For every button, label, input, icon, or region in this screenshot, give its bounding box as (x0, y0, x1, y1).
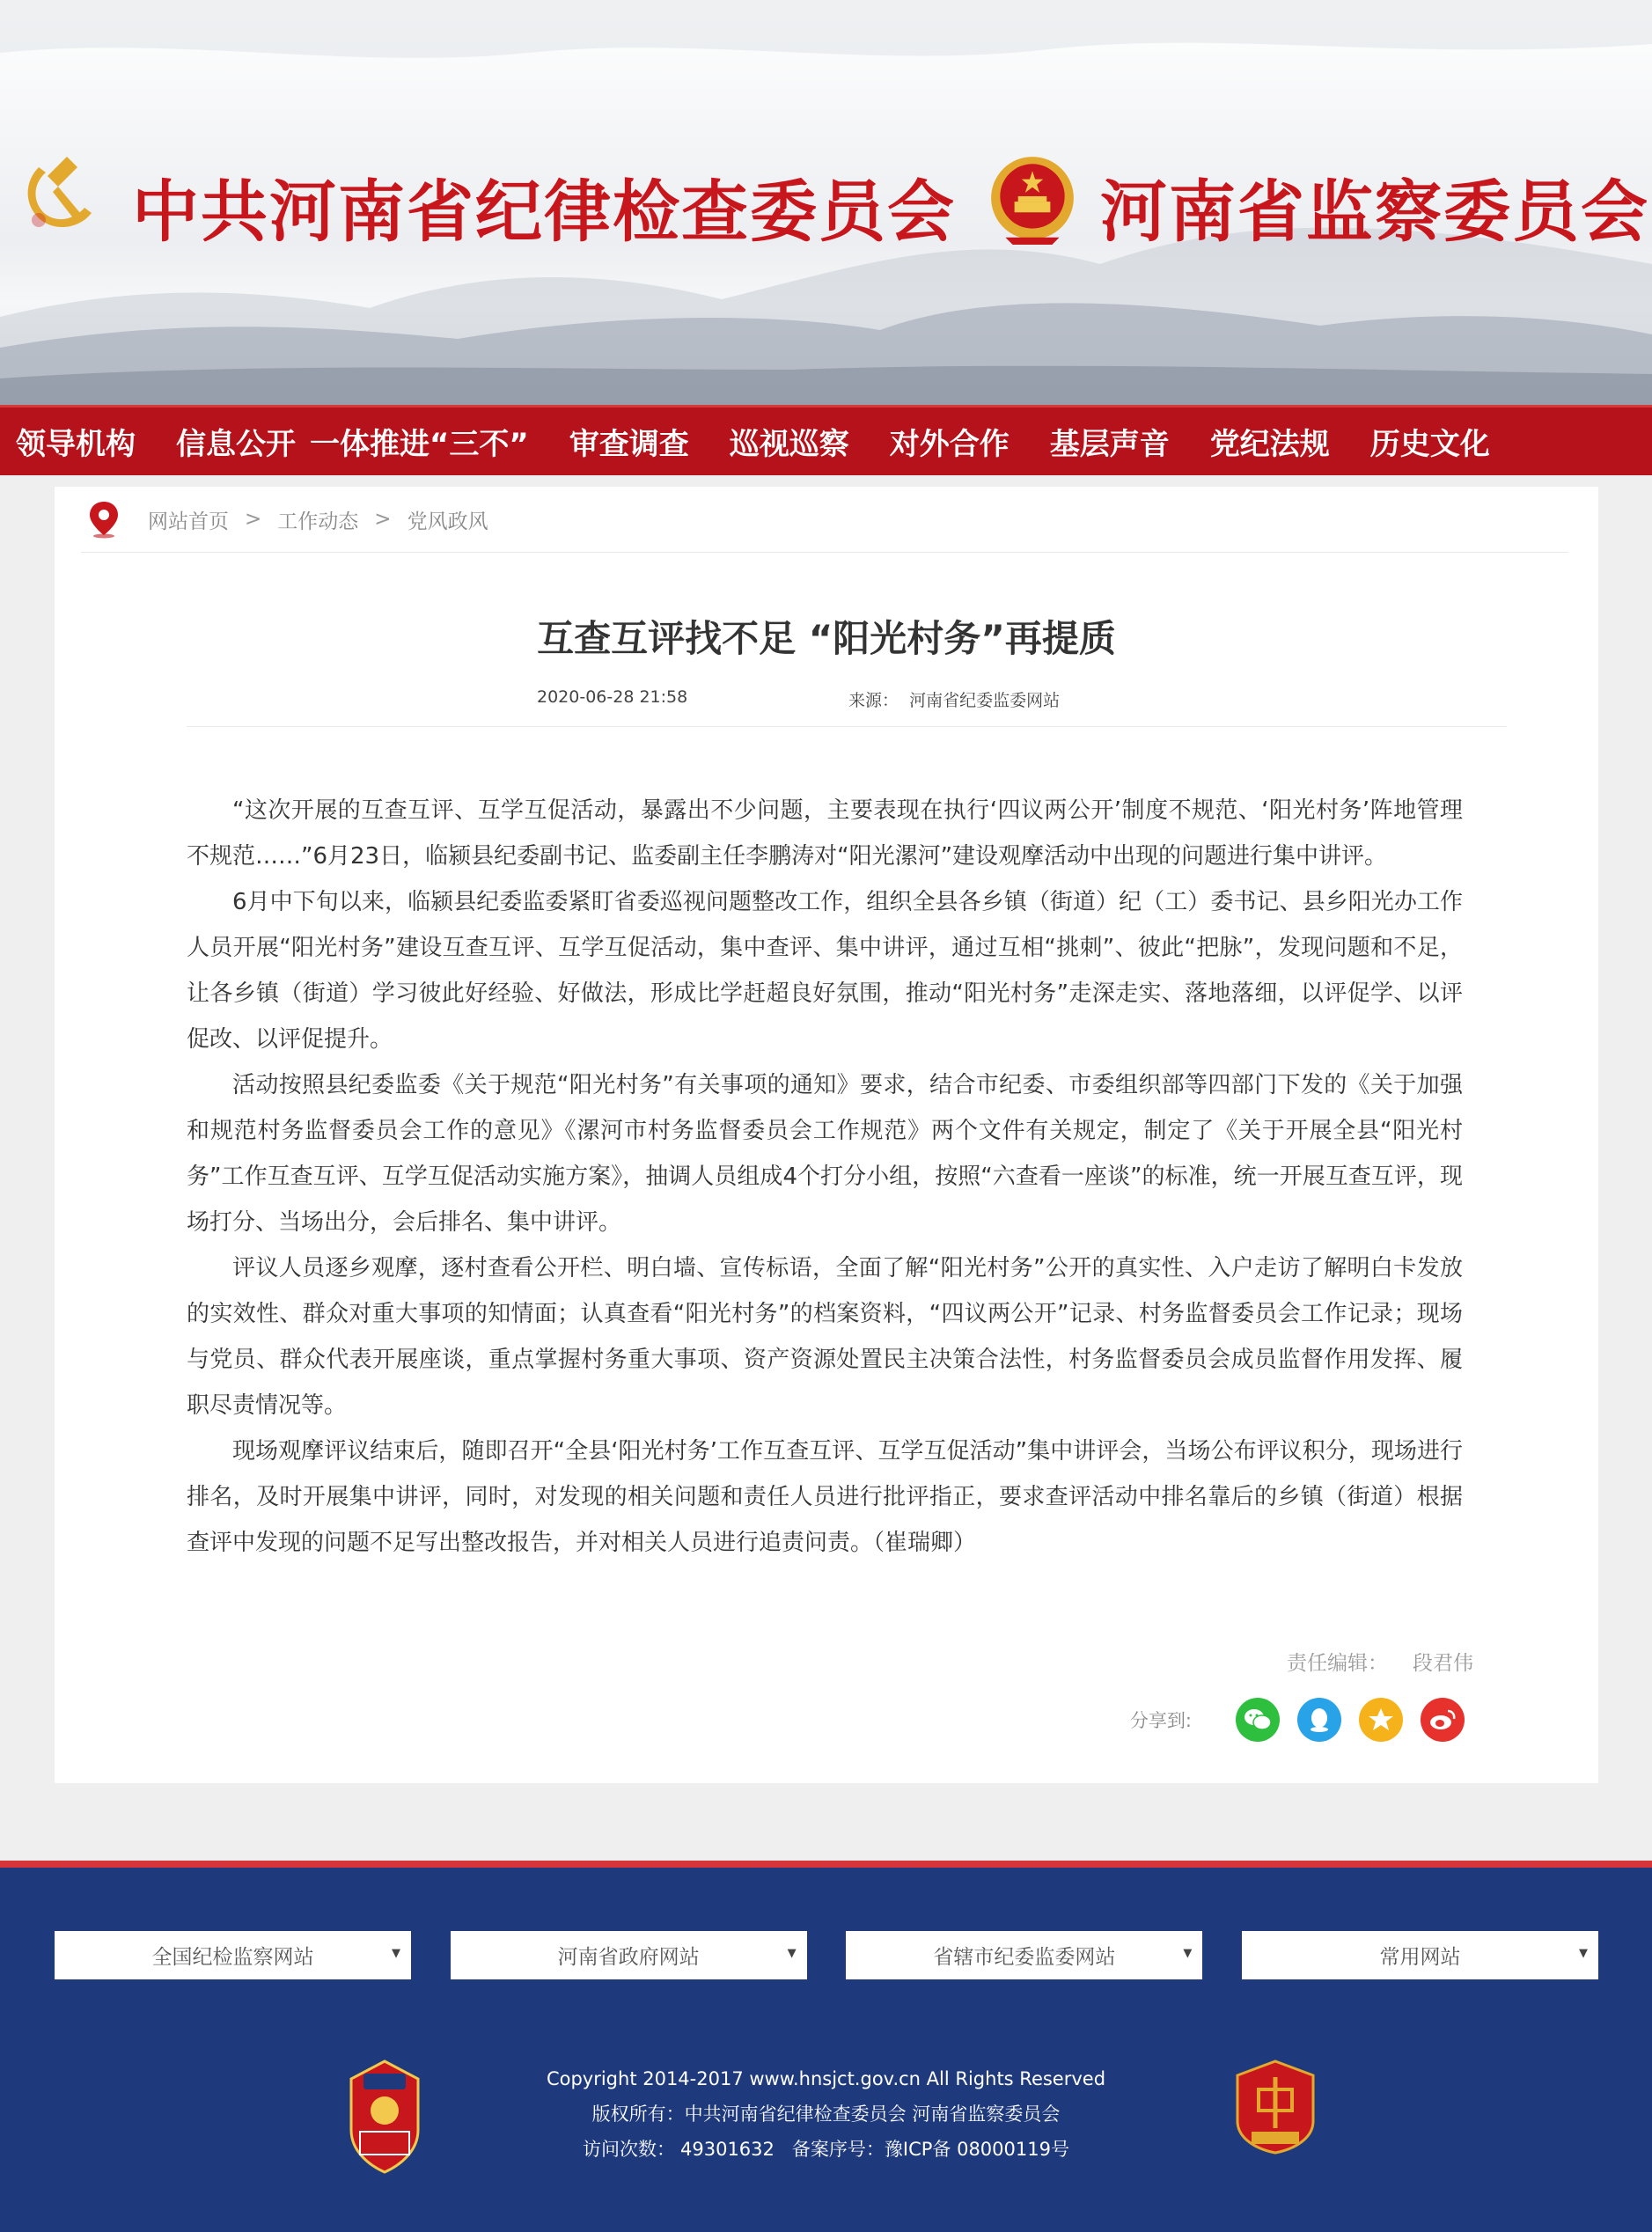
icp-record: 备案序号：豫ICP备 08000119号 (791, 2139, 1069, 2160)
nav-item-info-public[interactable]: 信息公开 (176, 427, 296, 462)
visits-count: 49301632 (680, 2139, 775, 2160)
select-label: 全国纪检监察网站 (151, 1946, 314, 1969)
owner-text: 版权所有：中共河南省纪律检查委员会 河南省监察委员会 (591, 2104, 1061, 2125)
share-label: 分享到: (1129, 1710, 1192, 1731)
source-label: 来源： (848, 691, 899, 710)
editor-name: 段君伟 (1413, 1652, 1473, 1675)
select-label: 河南省政府网站 (557, 1946, 700, 1969)
party-government-organ-icon[interactable] (1232, 2059, 1318, 2155)
breadcrumb-home[interactable]: 网站首页 (148, 510, 229, 533)
breadcrumb-work-news[interactable]: 工作动态 (277, 510, 359, 533)
nav-item-three-no[interactable]: 一体推进“三不” (310, 427, 529, 462)
select-label: 常用网站 (1379, 1946, 1461, 1969)
breadcrumb-party-style[interactable]: 党风政风 (407, 510, 488, 533)
dropdown-arrow-icon: ▼ (1578, 1947, 1588, 1960)
visit-info (0, 2132, 1652, 2167)
qzone-icon[interactable] (1359, 1698, 1403, 1742)
editor-label: 责任编辑： (1287, 1652, 1388, 1675)
article-body (187, 788, 1463, 1566)
dropdown-arrow-icon: ▼ (392, 1947, 400, 1960)
nav-item-grassroots[interactable]: 基层声音 (1049, 427, 1170, 462)
share-bar (1130, 1698, 1465, 1742)
breadcrumb-separator: > (245, 508, 262, 531)
responsible-editor (1287, 1647, 1473, 1676)
link-select-common[interactable] (1242, 1931, 1598, 1979)
footer-divider (0, 1861, 1652, 1868)
select-label: 省辖市纪委监委网站 (933, 1946, 1116, 1969)
dropdown-arrow-icon: ▼ (1183, 1947, 1193, 1960)
nav-item-history[interactable]: 历史文化 (1369, 427, 1490, 462)
nav-item-cooperation[interactable]: 对外合作 (889, 427, 1010, 462)
breadcrumb (81, 487, 1568, 553)
copyright-block (0, 2061, 1652, 2167)
nav-item-leadership[interactable]: 领导机构 (16, 427, 136, 462)
link-select-henan-gov[interactable] (451, 1931, 807, 1979)
article-card (55, 487, 1598, 1783)
paragraph: 活动按照县纪委监委《关于规范“阳光村务”有关事项的通知》要求，结合市纪委、市委组织部等四部门下发的《关于加强和规范村务监督委员会工作的意见》《漯河市村务监督委员会工作规范》两个文件有关规定，制定了《关于开展全县“阳光村务”工作互查互评、互学互促活动实施方案》，抽调人员组成4个打分小组，按照“六查看一座谈”的标准，统一开展互查互评，现场打分、当场出分，会后排名、集中讲评。 (187, 1072, 1463, 1236)
paragraph: 现场观摩评议结束后，随即召开“全县‘阳光村务’工作互查互评、互学互促活动”集中讲评会，当场公布评议积分，现场进行排名，及时开展集中讲评，同时，对发现的相关问题和责任人员进行批评指正，要求查评活动中排名靠后的乡镇（街道）根据查评中发现的问题不足写出整改报告，并对相关人员进行追责问责。（崔瑞卿） (187, 1438, 1463, 1556)
footer-links (55, 1931, 1598, 1979)
article-source (848, 687, 1060, 711)
visits-label: 访问次数： (583, 2139, 675, 2160)
weibo-icon[interactable] (1421, 1698, 1465, 1742)
article-meta (187, 687, 1507, 727)
nav-item-regulations[interactable]: 党纪法规 (1209, 427, 1330, 462)
location-pin-icon (86, 500, 121, 539)
paragraph: 6月中下旬以来，临颍县纪委监委紧盯省委巡视问题整改工作，组织全县各乡镇（街道）纪（工）委书记、县乡阳光办工作人员开展“阳光村务”建设互查互评、互学互促活动，集中查评、集中讲评，通过互相“挑刺”、彼此“把脉”，发现问题和不足，让各乡镇（街道）学习彼此好经验、好做法，形成比学赶超良好氛围，推动“阳光村务”走深走实、落地落细，以评促学、以评促改、以评促提升。 (187, 889, 1463, 1053)
national-emblem-icon (988, 151, 1077, 246)
link-select-city[interactable] (846, 1931, 1202, 1979)
paragraph: 评议人员逐乡观摩，逐村查看公开栏、明白墙、宣传标语，全面了解“阳光村务”公开的真实性、入户走访了解明白卡发放的实效性、群众对重大事项的知情面；认真查看“阳光村务”的档案资料，“四议两公开”记录、村务监督委员会工作记录；现场与党员、群众代表开展座谈，重点掌握村务重大事项、资产资源处置民主决策合法性，村务监督委员会成员监督作用发挥、履职尽责情况等。 (187, 1255, 1463, 1419)
source-name: 河南省纪委监委网站 (909, 691, 1061, 710)
breadcrumb-separator: > (374, 508, 392, 531)
wechat-icon[interactable] (1236, 1698, 1280, 1742)
title-supervision: 河南省监察委员会 (1100, 173, 1649, 251)
publish-date: 2020-06-28 21:58 (537, 687, 688, 707)
copyright-text: Copyright 2014-2017 www.hnsjct.gov.cn All Rights Reserved (546, 2068, 1106, 2089)
nav-item-inspection[interactable]: 巡视巡察 (729, 427, 849, 462)
dropdown-arrow-icon: ▼ (787, 1947, 797, 1960)
article-title: 互查互评找不足 “阳光村务”再提质 (537, 617, 1116, 660)
title-cpc: 中共河南省纪律检查委员会 (132, 173, 956, 251)
qq-icon[interactable] (1297, 1698, 1341, 1742)
header-banner (0, 0, 1652, 405)
paragraph: “这次开展的互查互评、互学互促活动，暴露出不少问题，主要表现在执行‘四议两公开’制度不规范、‘阳光村务’阵地管理不规范……”6月23日，临颍县纪委副书记、监委副主任李鹏涛对“阳光漯河”建设观摩活动中出现的问题进行集中讲评。 (187, 797, 1463, 870)
main-nav (0, 405, 1652, 475)
link-select-national[interactable] (55, 1931, 411, 1979)
nav-item-investigation[interactable]: 审查调查 (569, 427, 689, 462)
party-emblem-icon (12, 150, 100, 238)
footer (0, 1868, 1652, 2232)
